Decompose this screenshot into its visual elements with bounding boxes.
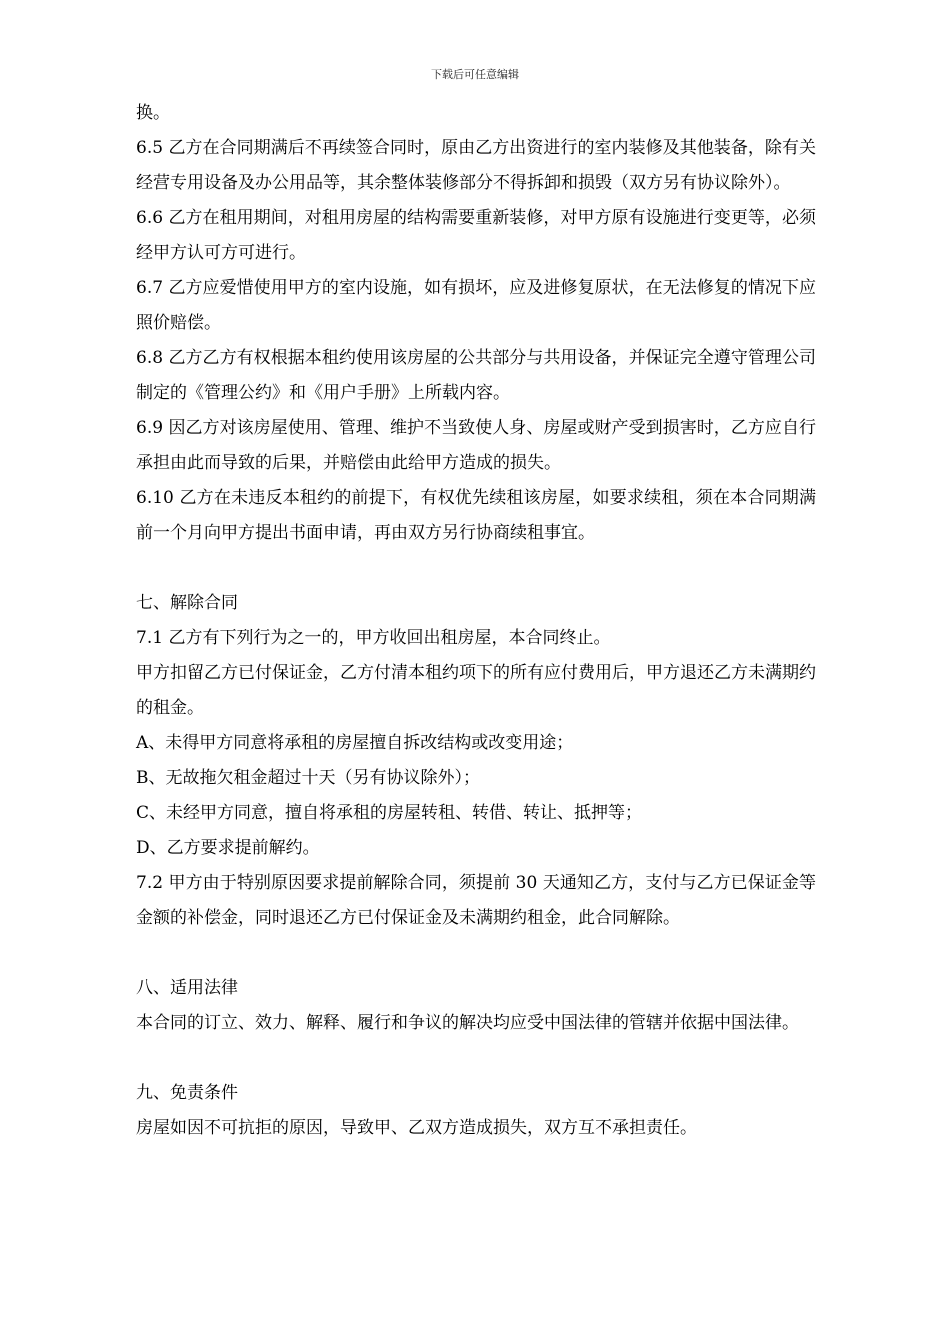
clause-7-1-detail: 甲方扣留乙方已付保证金，乙方付清本租约项下的所有应付费用后，甲方退还乙方未满期约的租金。 [136,663,816,718]
clause-6-6: 6.6 乙方在租用期间，对租用房屋的结构需要重新装修，对甲方原有设施进行变更等，必须经甲方认可方可进行。 [136,208,816,263]
clause-6-5: 6.5 乙方在合同期满后不再续签合同时，原由乙方出资进行的室内装修及其他装备，除有关经营专用设备及办公用品等，其余整体装修部分不得拆卸和损毁（双方另有协议除外）。 [136,138,816,193]
paragraph-continuation: 换。 [136,103,170,123]
section-heading-9: 九、免责条件 [136,1083,238,1103]
clause-item-a: A、未得甲方同意将承租的房屋擅自拆改结构或改变用途； [136,733,574,753]
page-header: 下载后可任意编辑 [431,68,519,81]
section-heading-7: 七、解除合同 [136,593,238,613]
clause-6-7: 6.7 乙方应爱惜使用甲方的室内设施，如有损坏，应及进修复原状，在无法修复的情况下应照价赔偿。 [136,278,816,333]
clause-force-majeure: 房屋如因不可抗拒的原因，导致甲、乙双方造成损失，双方互不承担责任。 [136,1118,697,1138]
clause-item-c: C、未经甲方同意，擅自将承租的房屋转租、转借、转让、抵押等； [136,803,643,823]
clause-applicable-law: 本合同的订立、效力、解释、履行和争议的解决均应受中国法律的管辖并依据中国法律。 [136,1013,799,1033]
section-heading-8: 八、适用法律 [136,978,238,998]
clause-item-d: D、乙方要求提前解约。 [136,838,320,858]
clause-item-b: B、无故拖欠租金超过十天（另有协议除外）； [136,768,480,788]
clause-7-2: 7.2 甲方由于特别原因要求提前解除合同，须提前 30 天通知乙方，支付与乙方已保证金等金额的补偿金，同时退还乙方已付保证金及未满期约租金，此合同解除。 [136,873,816,928]
clause-6-10: 6.10 乙方在未违反本租约的前提下，有权优先续租该房屋，如要求续租，须在本合同期满前一个月向甲方提出书面申请，再由双方另行协商续租事宜。 [136,488,816,543]
clause-7-1: 7.1 乙方有下列行为之一的，甲方收回出租房屋，本合同终止。 [136,628,611,648]
clause-6-9: 6.9 因乙方对该房屋使用、管理、维护不当致使人身、房屋或财产受到损害时，乙方应自行承担由此而导致的后果，并赔偿由此给甲方造成的损失。 [136,418,816,473]
document-body [136,96,816,1146]
clause-6-8: 6.8 乙方乙方有权根据本租约使用该房屋的公共部分与共用设备，并保证完全遵守管理公司制定的《管理公约》和《用户手册》上所载内容。 [136,348,816,403]
